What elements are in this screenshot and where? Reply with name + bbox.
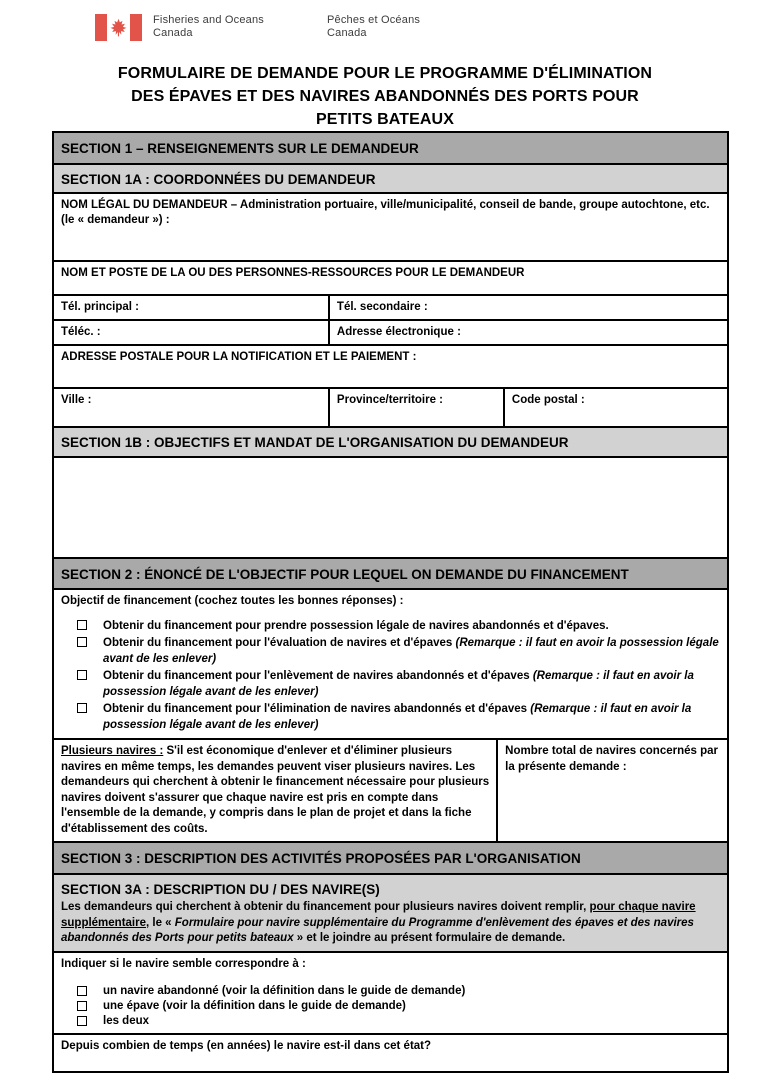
row-plusieurs-navires [54,740,727,843]
section-3a-block [54,875,727,953]
dept-fr-line2: Canada [327,27,367,39]
field-province-label: Province/territoire : [336,393,444,406]
objectif-option-4 [61,701,720,733]
row-fax-email [54,321,727,346]
section-3a-header: SECTION 3A : DESCRIPTION DU / DES NAVIRE(S) [61,881,380,897]
dept-name-english [153,14,264,40]
plusieurs-navires-note [54,740,498,841]
dept-name-french [327,14,420,40]
objectif-option-2 [61,635,720,667]
field-adresse-postale-label: ADRESSE POSTALE POUR LA NOTIFICATION ET LE PAIEMENT : [61,350,417,363]
objectif-option-4-note: (Remarque : il faut en avoir la possession légale avant de les enlever) [103,703,692,731]
indiquer-option-2 [61,999,720,1014]
dept-en-line1: Fisheries and Oceans [153,14,264,26]
field-tel-principal-label: Tél. principal : [61,301,139,314]
form-title-line2: DES ÉPAVES ET DES NAVIRES ABANDONNÉS DES PORTS POUR [131,88,639,105]
checkbox-navire-abandonne[interactable] [77,986,87,996]
form-title-line3: PETITS BATEAUX [315,111,454,128]
indiquer-checkbox-list [61,984,720,1029]
field-ville[interactable] [54,389,330,426]
plusieurs-navires-text: S'il est économique d'enlever et d'éliminer plusieurs navires en même temps, les demandes peuvent viser plusieurs navires. Les demandeurs qui cherchent à obtenir le financement nécessaire pour plusieurs navires doivent s'assurer que chaque navire est pris en compte dans l'ensemble de la demande, y compris dans le plan de projet et dans la fiche d'établissement des coûts. [61,745,490,835]
objectif-option-1 [61,618,720,634]
section-1a-header: SECTION 1A : COORDONNÉES DU DEMANDEUR [54,165,727,195]
field-depuis-combien-label: Depuis combien de temps (en années) le navire est-il dans cet état? [61,1039,432,1052]
s3a-italic-form-name: Formulaire pour navire supplémentaire du Programme d'enlèvement des épaves et des navires abandonnés des Ports pour petits bateaux [61,916,694,945]
field-tel-principal[interactable] [54,296,330,319]
section-1b-input-area[interactable] [54,458,727,559]
objectif-option-3 [61,668,720,700]
objectif-option-1-label: Obtenir du financement pour prendre possession légale de navires abandonnés et d'épaves. [103,620,609,632]
checkbox-elimination[interactable] [77,703,87,713]
checkbox-possession-legale[interactable] [77,620,87,630]
objectif-option-2-note: (Remarque : il faut en avoir la possession légale avant de les enlever) [103,637,719,665]
field-ville-label: Ville : [61,393,92,406]
form-title [0,62,770,131]
field-depuis-combien[interactable] [54,1035,727,1071]
s3a-underlined-text: pour chaque navire supplémentaire, [61,901,696,929]
application-form-table [52,131,729,1073]
objectif-option-4-label: Obtenir du financement pour l'élimination de navires abandonnés et d'épaves [103,703,528,715]
field-code-postal[interactable] [505,389,727,426]
dept-en-line2: Canada [153,27,193,39]
field-tel-secondaire[interactable] [330,296,727,319]
checkbox-epave[interactable] [77,1001,87,1011]
section-1b-header: SECTION 1B : OBJECTIFS ET MANDAT DE L'ORGANISATION DU DEMANDEUR [54,428,727,458]
objectif-option-3-label: Obtenir du financement pour l'enlèvement de navires abandonnés et d'épaves [103,670,530,682]
indiquer-option-3-label: les deux [103,1014,150,1027]
field-nom-legal[interactable] [54,194,727,262]
field-tel-secondaire-label: Tél. secondaire : [336,301,428,314]
section-2-objectif-block [54,590,727,740]
section-1-header: SECTION 1 – RENSEIGNEMENTS SUR LE DEMANDEUR [54,133,727,165]
checkbox-evaluation[interactable] [77,637,87,647]
checkbox-enlevement[interactable] [77,670,87,680]
indiquer-option-1-label: un navire abandonné (voir la définition dans le guide de demande) [103,984,466,997]
field-nombre-total-navires[interactable] [498,740,727,841]
section-3a-instructions [61,900,720,947]
objectif-checkbox-list [61,618,720,733]
plusieurs-navires-label: Plusieurs navires : [61,745,164,757]
field-nom-poste[interactable] [54,262,727,296]
section-3-header: SECTION 3 : DESCRIPTION DES ACTIVITÉS PROPOSÉES PAR L'ORGANISATION [54,843,727,875]
row-ville-province-codepostal [54,389,727,428]
objectif-option-3-note: (Remarque : il faut en avoir la possession légale avant de les enlever) [103,670,694,698]
objectif-option-2-label: Obtenir du financement pour l'évaluation de navires et d'épaves [103,637,453,649]
s3a-text-1: Les demandeurs qui cherchent à obtenir du financement pour plusieurs navires doivent remplir, [61,901,590,914]
maple-leaf-icon [109,18,128,37]
field-nom-legal-label: NOM LÉGAL DU DEMANDEUR – Administration portuaire, ville/municipalité, conseil de bande, groupe autochtone, etc. (le « demandeur ») : [61,199,710,227]
field-adresse-postale[interactable] [54,346,727,389]
government-of-canada-header [95,14,420,41]
field-province[interactable] [330,389,505,426]
s3a-text-2: le « [149,916,175,929]
objectif-label: Objectif de financement (cochez toutes les bonnes réponses) : [61,595,404,608]
indiquer-label: Indiquer si le navire semble correspondre à : [61,957,306,970]
field-telec-label: Téléc. : [61,326,101,339]
field-code-postal-label: Code postal : [511,393,585,406]
s3a-text-3: » et le joindre au présent formulaire de demande. [293,932,566,945]
form-title-line1: FORMULAIRE DE DEMANDE POUR LE PROGRAMME D'ÉLIMINATION [117,65,653,82]
indiquer-option-1 [61,984,720,999]
field-nom-poste-label: NOM ET POSTE DE LA OU DES PERSONNES-RESSOURCES POUR LE DEMANDEUR [61,267,525,280]
indiquer-option-3 [61,1014,720,1029]
field-telec[interactable] [54,321,330,344]
checkbox-les-deux[interactable] [77,1016,87,1026]
field-adresse-electronique-label: Adresse électronique : [336,326,461,339]
field-adresse-electronique[interactable] [330,321,727,344]
canada-flag-icon [95,14,142,41]
dept-fr-line1: Pêches et Océans [327,14,421,26]
indiquer-option-2-label: une épave (voir la définition dans le guide de demande) [103,999,406,1012]
row-telephones [54,296,727,321]
row-indiquer-navire [54,953,727,1035]
section-2-header: SECTION 2 : ÉNONCÉ DE L'OBJECTIF POUR LEQUEL ON DEMANDE DU FINANCEMENT [54,559,727,591]
field-nombre-total-navires-label: Nombre total de navires concernés par la présente demande : [505,745,718,773]
